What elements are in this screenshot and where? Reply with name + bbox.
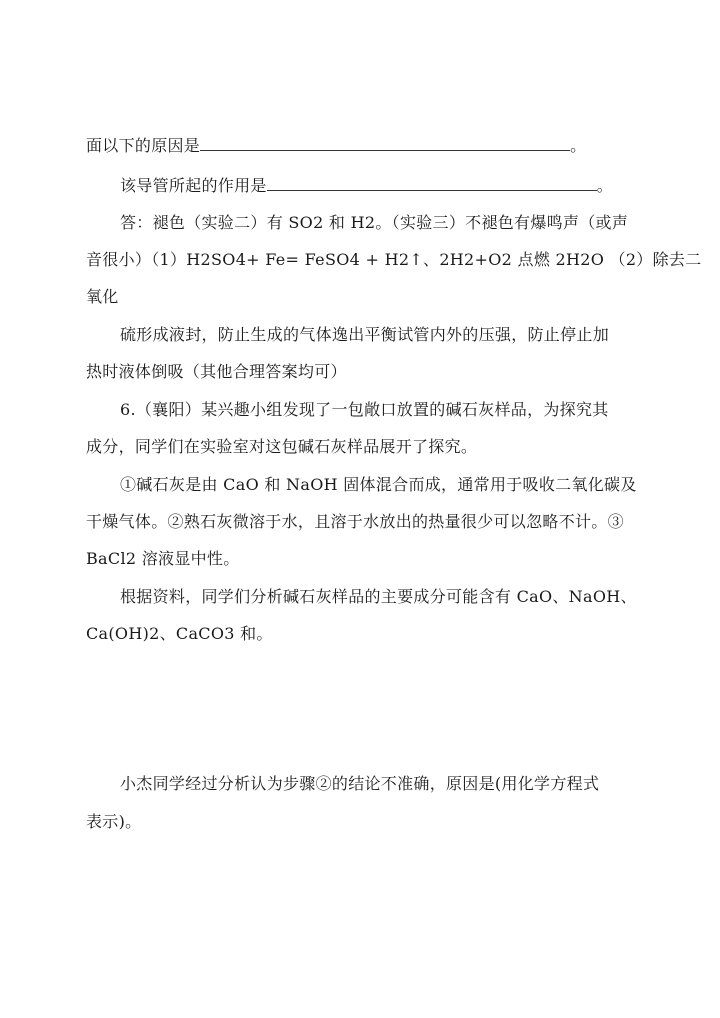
answer-blank-2[interactable] [267, 176, 597, 191]
text-line-12 [86, 549, 240, 569]
line-1-text: 面以下的原因是 [86, 136, 201, 155]
line-2-text: 该导管所起的作用是 [120, 176, 267, 195]
text-line-1 [86, 136, 586, 156]
text-line-5 [86, 287, 119, 307]
answer-line-2: 音很小）（1）H2SO4+ Fe= FeSO4 + H2↑、2H2+O2 点燃 2H2O （2）除去二 [86, 250, 702, 269]
material-line-2: 干燥气体。②熟石灰微溶于水，且溶于水放出的热量很少可以忽略不计。③ [86, 512, 624, 531]
line-1-tail: 。 [570, 136, 587, 155]
conclusion-line-1: 小杰同学经过分析认为步骤②的结论不准确，原因是(用化学方程式 [120, 774, 600, 793]
text-line-16 [86, 812, 141, 832]
material-line-1: ①碱石灰是由 CaO 和 NaOH 固体混合而成，通常用于吸收二氧化碳及 [120, 475, 637, 494]
text-line-15 [120, 774, 599, 794]
analysis-line-1: 根据资料，同学们分析碱石灰样品的主要成分可能含有 CaO、NaOH、 [120, 587, 637, 606]
answer-line-4: 硫形成液封，防止生成的气体逸出平衡试管内外的压强，防止停止加 [120, 325, 610, 344]
answer-line-1: 答：褪色（实验二）有 SO2 和 H2。（实验三）不褪色有爆鸣声（或声 [120, 213, 629, 232]
text-line-13 [120, 587, 637, 607]
text-line-7 [86, 362, 347, 382]
text-line-14 [86, 624, 273, 644]
text-line-8 [120, 400, 609, 420]
material-line-3: BaCl2 溶液显中性。 [86, 549, 240, 568]
conclusion-line-2: 表示)。 [86, 812, 142, 831]
analysis-line-2: Ca(OH)2、CaCO3 和。 [86, 624, 273, 643]
answer-line-5: 热时液体倒吸（其他合理答案均可） [86, 362, 347, 381]
text-line-11 [86, 512, 624, 532]
question-6-line-1: 6.（襄阳）某兴趣小组发现了一包敞口放置的碱石灰样品，为探究其 [120, 400, 609, 419]
answer-line-3: 氧化 [86, 287, 119, 306]
question-6-line-2: 成分，同学们在实验室对这包碱石灰样品展开了探究。 [86, 437, 478, 456]
text-line-6 [120, 325, 609, 345]
text-line-3 [120, 213, 628, 233]
text-line-10 [120, 475, 637, 495]
text-line-4 [86, 250, 702, 270]
text-line-2 [120, 176, 613, 196]
answer-blank-1[interactable] [200, 136, 570, 151]
line-2-tail: 。 [596, 176, 614, 195]
text-line-9 [86, 437, 477, 457]
